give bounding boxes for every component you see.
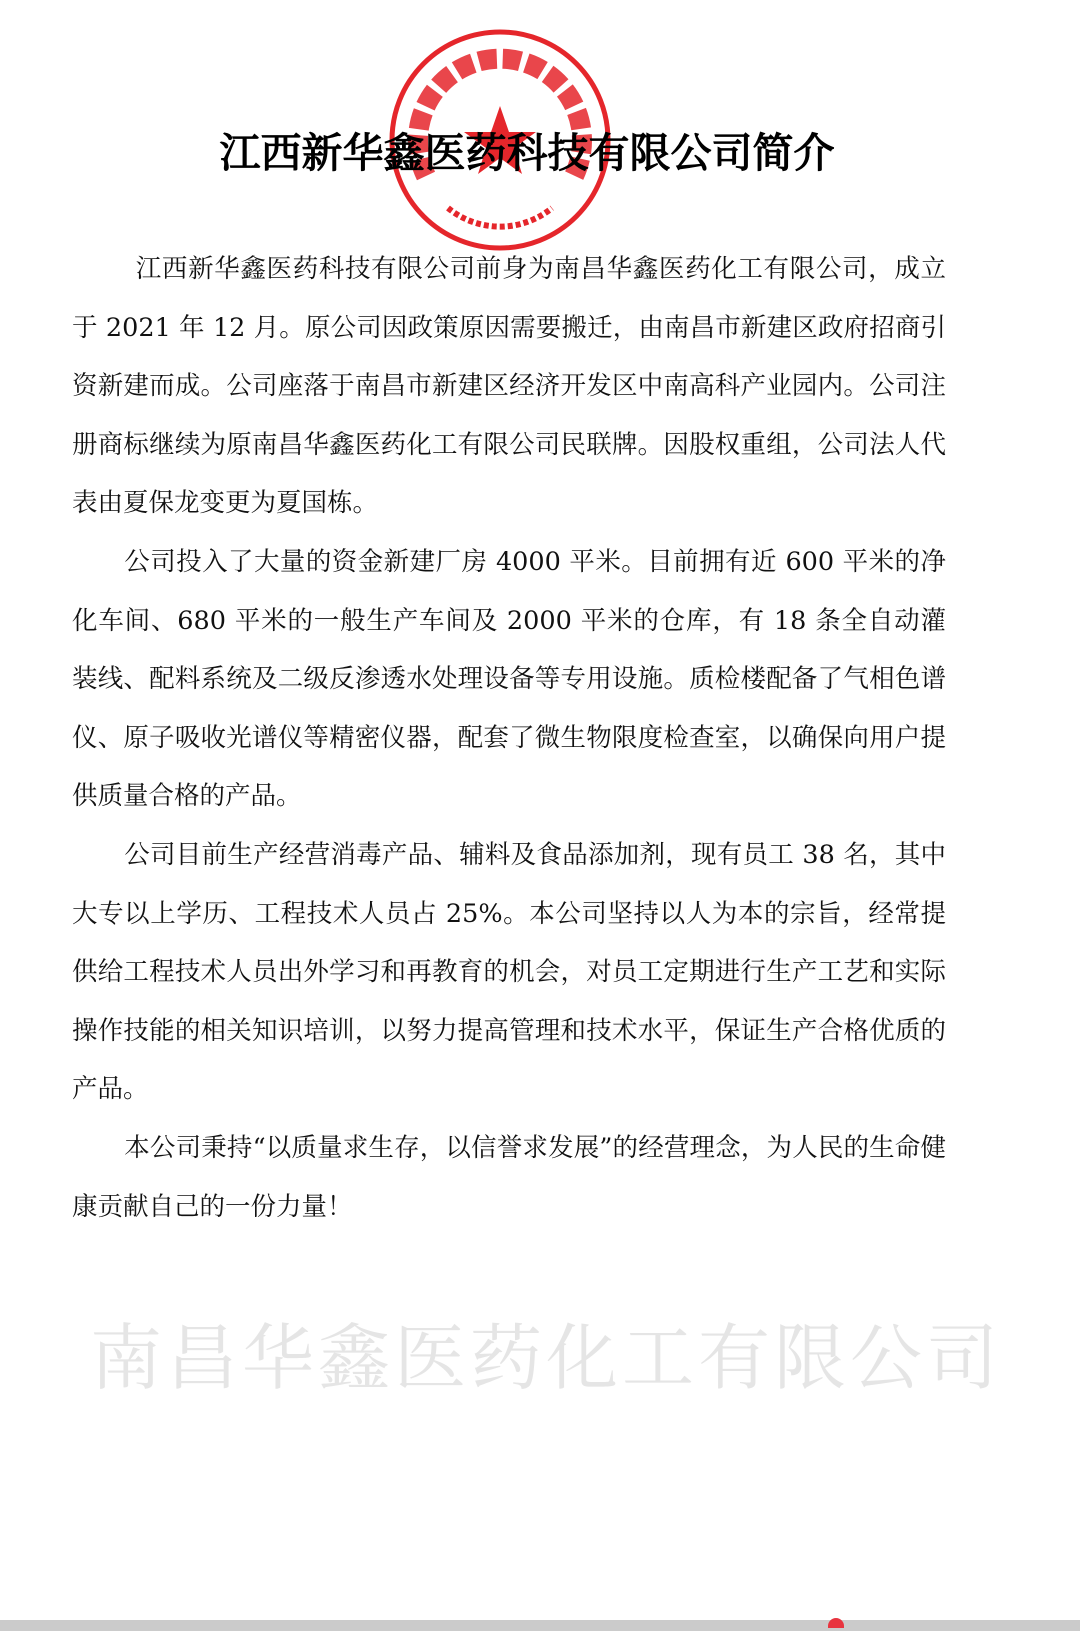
- paragraph: 公司目前生产经营消毒产品、辅料及食品添加剂，现有员工 38 名，其中大专以上学历、工程技术人员占 25%。本公司坚持以人为本的宗旨，经常提供给工程技术人员出外学习和再教育的机会，对员工定期进行生产工艺和实际操作技能的相关知识培训，以努力提高管理和技术水平，保证生产合格优质的产品。: [72, 839, 946, 1105]
- seal-number-arc: [448, 208, 552, 227]
- watermark: 南昌华鑫医药化工有限公司: [90, 1316, 1003, 1400]
- document-title: 江西新华鑫医药科技有限公司简介: [219, 129, 835, 177]
- paragraph: 公司投入了大量的资金新建厂房 4000 平米。目前拥有近 600 平米的净化车间、680 平米的一般生产车间及 2000 平米的仓库，有 18 条全自动灌装线、配料系统及二级反渗透水处理设备等专用设施。质检楼配备了气相色谱仪、原子吸收光谱仪等精密仪器，配套了微生物限度检查室，以确保向用户提供质量合格的产品。: [72, 546, 946, 812]
- indicator-dot-icon: [828, 1618, 844, 1628]
- document-body: [72, 240, 946, 1236]
- bottom-bar: [0, 1620, 1080, 1631]
- paragraph: 本公司秉持“以质量求生存，以信誉求发展”的经营理念，为人民的生命健康贡献自己的一份力量！: [72, 1132, 946, 1222]
- paragraph: 江西新华鑫医药科技有限公司前身为南昌华鑫医药化工有限公司，成立于 2021 年 12 月。原公司因政策原因需要搬迁，由南昌市新建区政府招商引资新建而成。公司座落于南昌市新建区经济开发区中南高科产业园内。公司注册商标继续为原南昌华鑫医药化工有限公司民联牌。因股权重组，公司法人代表由夏保龙变更为夏国栋。: [72, 254, 946, 519]
